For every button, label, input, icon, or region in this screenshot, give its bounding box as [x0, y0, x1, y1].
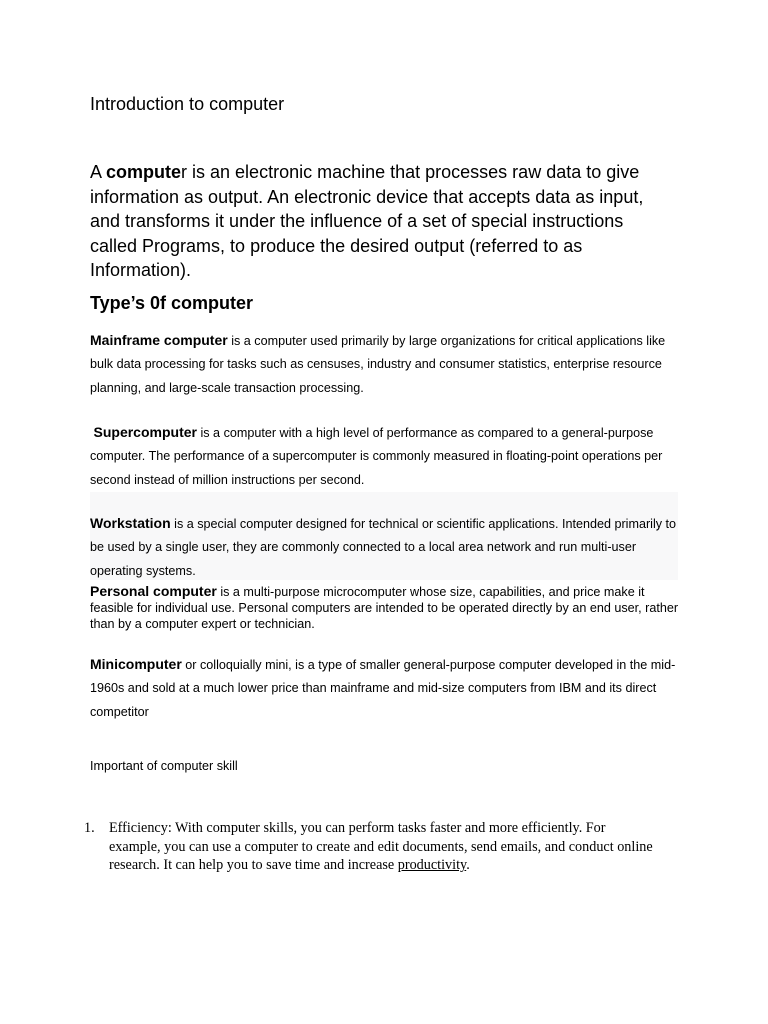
intro-paragraph [90, 160, 670, 283]
type-description: is a computer with a high level of performance as compared to a general-purpose computer. The performance of a supercomputer is commonly measured in floating-point operations per second instead of million instructions per second. [90, 426, 663, 487]
intro-lead: A [90, 162, 107, 182]
type-description: is a multi-purpose microcomputer whose size, capabilities, and price make it feasible for individual use. Personal computers are intended to be operated directly by an end user, rather than by a computer expert or technician. [90, 585, 679, 632]
type-term: Minicomputer [90, 656, 182, 672]
list-number: 1. [84, 820, 95, 836]
type-term: Supercomputer [93, 424, 197, 440]
type-description: is a special computer designed for technical or scientific applications. Intended primarily to be used by a single user, they are commonly connected to a local area network and run multi-user operating systems. [90, 517, 677, 578]
type-description: is a computer used primarily by large organizations for critical applications like bulk data processing for tasks such as censuses, industry and consumer statistics, enterprise resource planning, and large-scale transaction processing. [90, 334, 666, 395]
type-personal-computer [90, 583, 680, 633]
list-item-text: Efficiency: With computer skills, you can perform tasks faster and more efficiently. For example, you can use a computer to create and edit documents, send emails, and conduct online research. It can help you to save time and increase [109, 820, 653, 874]
types-heading: Type’s 0f computer [90, 293, 254, 313]
list-item-end: . [466, 857, 470, 874]
intro-rest: r is an electronic machine that processes raw data to give information as output. An electronic device that accepts data as input, and transforms it under the influence of a set of special instructions called Programs, to produce the desired output (referred to as Information). [90, 162, 644, 280]
type-term: Mainframe computer [90, 332, 228, 348]
type-description: or colloquially mini, is a type of smaller general-purpose computer developed in the mid-1960s and sold at a much lower price than mainframe and mid-size computers from IBM and its direct competitor [90, 658, 676, 719]
type-minicomputer [90, 653, 680, 724]
type-mainframe [90, 329, 680, 400]
type-term: Personal computer [90, 583, 217, 599]
intro-bold-term: compute [106, 162, 182, 182]
page-title: Introduction to computer [90, 94, 285, 114]
type-workstation [90, 512, 680, 583]
type-term: Workstation [90, 515, 171, 531]
skills-list [84, 819, 654, 875]
list-item [84, 819, 654, 875]
type-supercomputer [90, 421, 680, 492]
productivity-link[interactable]: productivity [397, 857, 467, 874]
skills-heading: Important of computer skill [90, 759, 238, 773]
